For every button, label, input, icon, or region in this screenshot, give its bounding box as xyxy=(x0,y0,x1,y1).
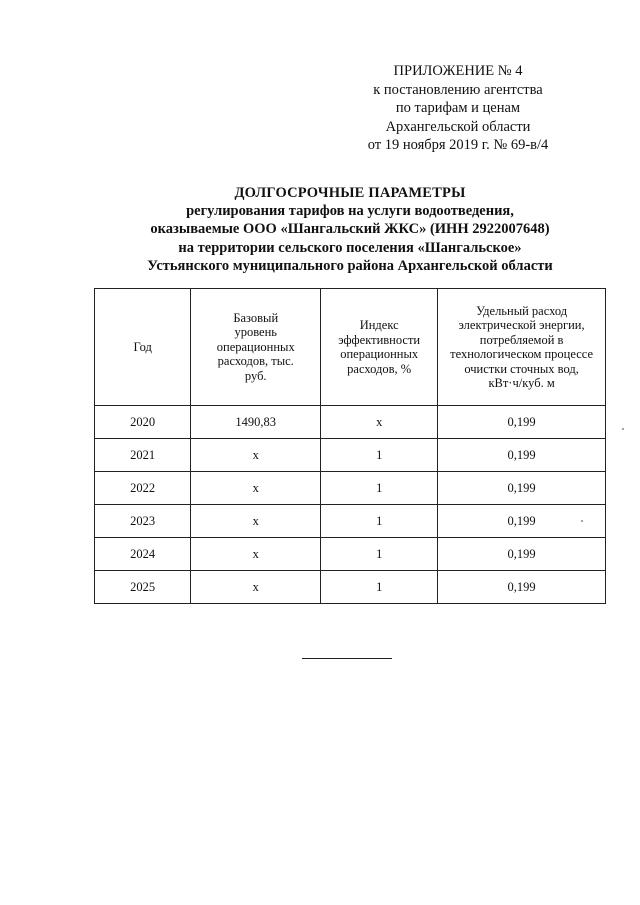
cell-year: 2025 xyxy=(95,571,191,604)
cell-energy-consumption: 0,199 xyxy=(438,439,606,472)
cell-energy-consumption: 0,199 xyxy=(438,571,606,604)
table-row xyxy=(95,472,606,505)
cell-year: 2020 xyxy=(95,406,191,439)
table-row xyxy=(95,406,606,439)
header-energy-consumption-text: Удельный расход электрической энергии, потребляемой в технологическом процессе очистки сточных вод, кВт·ч/куб. м xyxy=(450,303,594,390)
title-line: Устьянского муниципального района Архангельской области xyxy=(147,257,553,274)
document-title xyxy=(60,184,640,275)
cell-energy-consumption: 0,199 xyxy=(438,538,606,571)
header-base-level-text: Базовый уровень операционных расходов, тыс. руб. xyxy=(216,310,295,383)
header-efficiency-index xyxy=(321,289,438,406)
appendix-block xyxy=(328,62,588,155)
cell-base-level: х xyxy=(191,571,321,604)
cell-base-level: х xyxy=(191,472,321,505)
appendix-date-line: от 19 ноября 2019 г. № 69-в/4 xyxy=(367,137,549,153)
cell-efficiency-index: 1 xyxy=(321,439,438,472)
appendix-reference-line: по тарифам и ценам xyxy=(395,100,521,116)
appendix-number: ПРИЛОЖЕНИЕ № 4 xyxy=(393,63,523,79)
table-row xyxy=(95,538,606,571)
cell-year: 2024 xyxy=(95,538,191,571)
cell-base-level: х xyxy=(191,439,321,472)
parameters-table xyxy=(94,288,606,604)
cell-efficiency-index: х xyxy=(321,406,438,439)
cell-year: 2023 xyxy=(95,505,191,538)
header-year: Год xyxy=(95,289,191,406)
cell-base-level: х xyxy=(191,505,321,538)
end-of-document-line xyxy=(302,658,392,659)
title-main: ДОЛГОСРОЧНЫЕ ПАРАМЕТРЫ xyxy=(234,185,466,201)
scan-speck xyxy=(581,520,583,522)
appendix-reference-line: Архангельской области xyxy=(385,118,531,135)
cell-energy-consumption: 0,199 xyxy=(438,505,606,538)
cell-energy-consumption: 0,199 xyxy=(438,472,606,505)
cell-efficiency-index: 1 xyxy=(321,505,438,538)
table-row xyxy=(95,571,606,604)
title-line: регулирования тарифов на услуги водоотведения, xyxy=(186,203,514,220)
cell-efficiency-index: 1 xyxy=(321,472,438,505)
cell-efficiency-index: 1 xyxy=(321,571,438,604)
cell-year: 2021 xyxy=(95,439,191,472)
cell-base-level: х xyxy=(191,538,321,571)
header-base-level xyxy=(191,289,321,406)
cell-year: 2022 xyxy=(95,472,191,505)
header-efficiency-index-text: Индекс эффективности операционных расходов, % xyxy=(338,318,421,376)
table-row xyxy=(95,505,606,538)
title-line: на территории сельского поселения «Шангальское» xyxy=(178,239,522,256)
scan-speck xyxy=(622,428,624,430)
appendix-reference-line: к постановлению агентства xyxy=(373,81,543,98)
cell-base-level: 1490,83 xyxy=(191,406,321,439)
cell-energy-consumption: 0,199 xyxy=(438,406,606,439)
cell-efficiency-index: 1 xyxy=(321,538,438,571)
title-line: оказываемые ООО «Шангальский ЖКС» (ИНН 2922007648) xyxy=(150,221,550,238)
table-row xyxy=(95,439,606,472)
table-header-row xyxy=(95,289,606,406)
header-energy-consumption xyxy=(438,289,606,406)
